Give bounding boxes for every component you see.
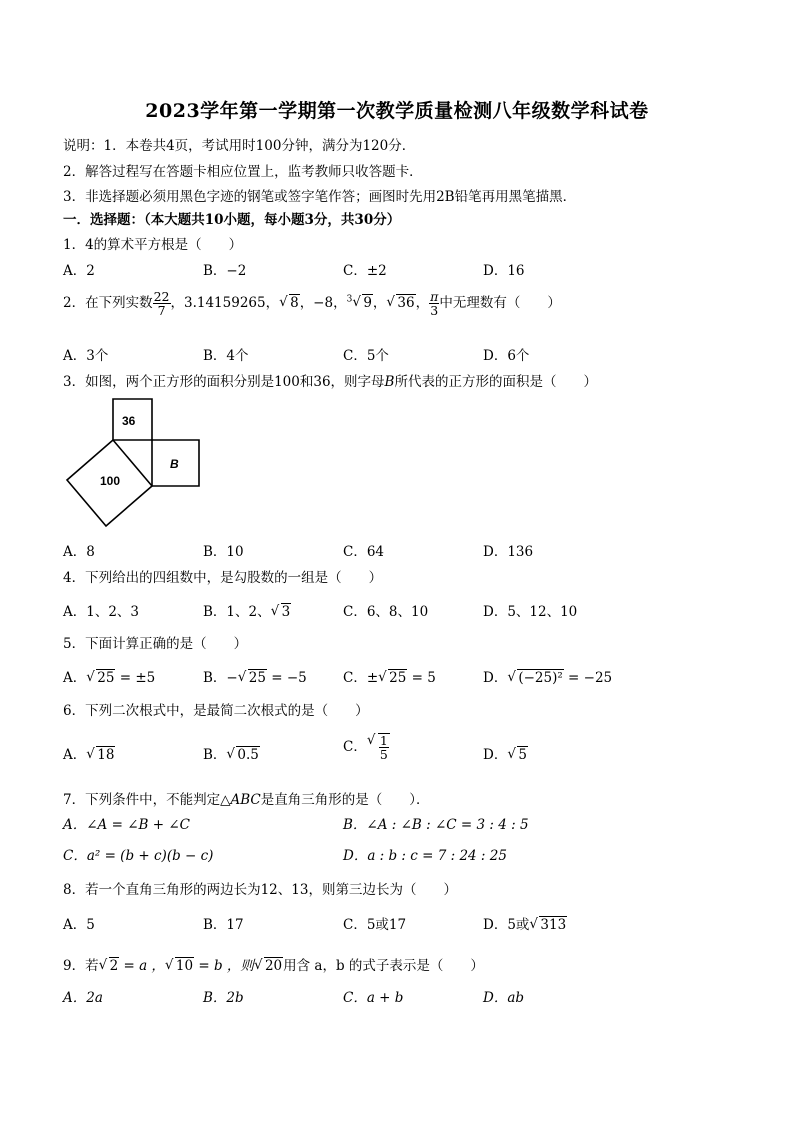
label-b: B <box>170 457 179 471</box>
q7-option-c: C．a² = (b + c)(b − c) <box>63 848 214 864</box>
radicand: 25 <box>248 670 266 686</box>
q6-option-b <box>203 743 260 763</box>
instruction-2: 2．解答过程写在答题卡相应位置上，监考教师只收答题卡． <box>63 164 423 180</box>
radical <box>279 295 300 311</box>
q2-text: ，−8， <box>299 295 347 311</box>
option-text: A． <box>63 747 87 763</box>
q3-text: 3．如图，两个正方形的面积分别是100和36，则字母 <box>63 374 385 390</box>
radicand: (−25)² <box>518 670 563 686</box>
radicand <box>378 733 390 761</box>
q9-option-c: C．a + b <box>343 990 404 1006</box>
q4-option-d: D．5、12、10 <box>483 604 578 620</box>
option-text: D． <box>483 747 508 763</box>
radical <box>86 670 115 686</box>
radicand: 25 <box>389 670 407 686</box>
q8-option-d <box>483 913 567 933</box>
option-text: D．5或 <box>483 917 530 933</box>
radical <box>352 295 373 311</box>
q7-option-a: A．∠A = ∠B + ∠C <box>63 817 190 833</box>
q3-text: 所代表的正方形的面积是（ ） <box>394 374 597 390</box>
q3-option-a: A．8 <box>63 544 95 560</box>
q7-stem <box>63 788 429 808</box>
q1-option-a: A．2 <box>63 263 95 279</box>
q9-text: 用含 a，b 的式子表示是（ ） <box>283 958 484 974</box>
q2-text: ， <box>372 295 387 311</box>
q2-option-a: A．3个 <box>63 348 109 364</box>
q5-option-c <box>343 666 436 686</box>
radicand: 5 <box>518 747 527 763</box>
radicand: 8 <box>290 295 299 311</box>
q1-stem: 1．4的算术平方根是（ ） <box>63 237 243 253</box>
option-text: = 5 <box>407 670 436 686</box>
label-100: 100 <box>100 474 121 488</box>
page-title: 2023学年第一学期第一次教学质量检测八年级数学科试卷 <box>145 100 649 122</box>
q2-text: 中无理数有（ ） <box>439 295 561 311</box>
q8-stem: 8．若一个直角三角形的两边长为12、13，则第三边长为（ ） <box>63 882 457 898</box>
fraction-numerator: 22 <box>153 289 170 304</box>
q5-stem: 5．下面计算正确的是（ ） <box>63 636 248 652</box>
q9-text: = b ，则 <box>194 958 254 974</box>
q2-text: ， <box>415 295 430 311</box>
option-text: = −25 <box>563 670 613 686</box>
squares-figure <box>60 394 210 534</box>
fraction-denominator: 3 <box>430 303 439 318</box>
option-text: C．± <box>343 670 379 686</box>
option-text: B．1、2、 <box>203 604 271 620</box>
instruction-1: 说明：1．本卷共4页，考试用时100分钟，满分为120分． <box>63 138 416 154</box>
q4-stem: 4．下列给出的四组数中，是勾股数的一组是（ ） <box>63 570 383 586</box>
q3-stem <box>63 370 597 390</box>
q6-option-c <box>343 733 390 761</box>
radicand: 3 <box>281 604 291 620</box>
q6-option-a <box>63 743 115 763</box>
q9-option-d: D．ab <box>483 990 525 1006</box>
radicand: 0.5 <box>237 747 259 763</box>
q7-option-d: D．a : b : c = 7 : 24 : 25 <box>343 848 507 864</box>
radicand: 20 <box>264 958 283 974</box>
radical <box>226 747 259 763</box>
q3-option-b: B．10 <box>203 544 244 560</box>
q5-option-d <box>483 666 612 686</box>
fraction-numerator: π <box>430 289 439 304</box>
triangle-name: ABC <box>230 792 261 808</box>
fraction <box>153 290 171 317</box>
variable: B <box>384 374 395 390</box>
radicand: 10 <box>175 958 194 974</box>
radical <box>529 917 567 933</box>
radical <box>165 958 194 974</box>
q4-option-c: C．6、8、10 <box>343 604 429 620</box>
q6-stem: 6．下列二次根式中，是最简二次根式的是（ ） <box>63 703 369 719</box>
instruction-3: 3．非选择题必须用黑色字迹的钢笔或签字笔作答；画图时先用2B铅笔再用黑笔描黑． <box>63 189 577 205</box>
q9-text: = a ， <box>119 958 165 974</box>
q2-text: ，3.14159265， <box>170 295 280 311</box>
radicand: 36 <box>397 295 415 311</box>
root-index: 3 <box>346 294 353 305</box>
radical <box>507 670 563 686</box>
option-text: B． <box>203 747 227 763</box>
q5-option-a <box>63 666 155 686</box>
option-text: = −5 <box>266 670 307 686</box>
q7-text: 7．下列条件中，不能判定△ <box>63 792 231 808</box>
radical <box>367 733 390 761</box>
q7-option-b: B．∠A : ∠B : ∠C = 3 : 4 : 5 <box>343 817 529 833</box>
q2-stem <box>63 290 561 317</box>
radical <box>378 670 407 686</box>
radicand: 25 <box>97 670 115 686</box>
q9-option-b: B．2b <box>203 990 244 1006</box>
radicand: 2 <box>109 958 119 974</box>
fraction <box>379 734 389 761</box>
option-text: = ±5 <box>115 670 156 686</box>
option-text: A． <box>63 670 87 686</box>
fraction <box>429 290 439 317</box>
q1-option-d: D．16 <box>483 263 525 279</box>
q2-option-b: B．4个 <box>203 348 249 364</box>
q9-text: 9．若 <box>63 958 99 974</box>
radical <box>507 747 528 763</box>
q4-option-a: A．1、2、3 <box>63 604 140 620</box>
radical <box>86 747 115 763</box>
q4-option-b <box>203 600 291 620</box>
option-text: C． <box>343 739 367 755</box>
radicand: 313 <box>540 917 567 933</box>
q9-option-a: A．2a <box>63 990 103 1006</box>
q1-option-b: B．−2 <box>203 263 247 279</box>
fraction-denominator: 5 <box>379 747 388 762</box>
section-heading: 一．选择题：（本大题共10小题，每小题3分，共30分） <box>63 212 401 228</box>
q8-option-a: A．5 <box>63 917 95 933</box>
radical <box>238 670 267 686</box>
radical <box>254 958 283 974</box>
radicand: 9 <box>363 295 372 311</box>
radical <box>386 295 415 311</box>
q7-text: 是直角三角形的是（ ）． <box>260 792 430 808</box>
q5-option-b <box>203 666 307 686</box>
q2-stem-pre: 2．在下列实数 <box>63 295 153 311</box>
q2-option-d: D．6个 <box>483 348 530 364</box>
option-text: B．− <box>203 670 238 686</box>
label-36: 36 <box>122 414 136 428</box>
option-text: D． <box>483 670 508 686</box>
q3-option-d: D．136 <box>483 544 534 560</box>
radicand: 18 <box>97 747 115 763</box>
q1-option-c: C．±2 <box>343 263 387 279</box>
fraction-denominator: 7 <box>157 303 166 318</box>
q9-stem <box>63 954 484 974</box>
radical <box>99 958 120 974</box>
q2-option-c: C．5个 <box>343 348 389 364</box>
q6-option-d <box>483 743 528 763</box>
radical <box>271 604 292 620</box>
q8-option-c: C．5或17 <box>343 917 407 933</box>
fraction-numerator: √ 1 <box>379 733 388 748</box>
q3-option-c: C．64 <box>343 544 385 560</box>
q8-option-b: B．17 <box>203 917 244 933</box>
